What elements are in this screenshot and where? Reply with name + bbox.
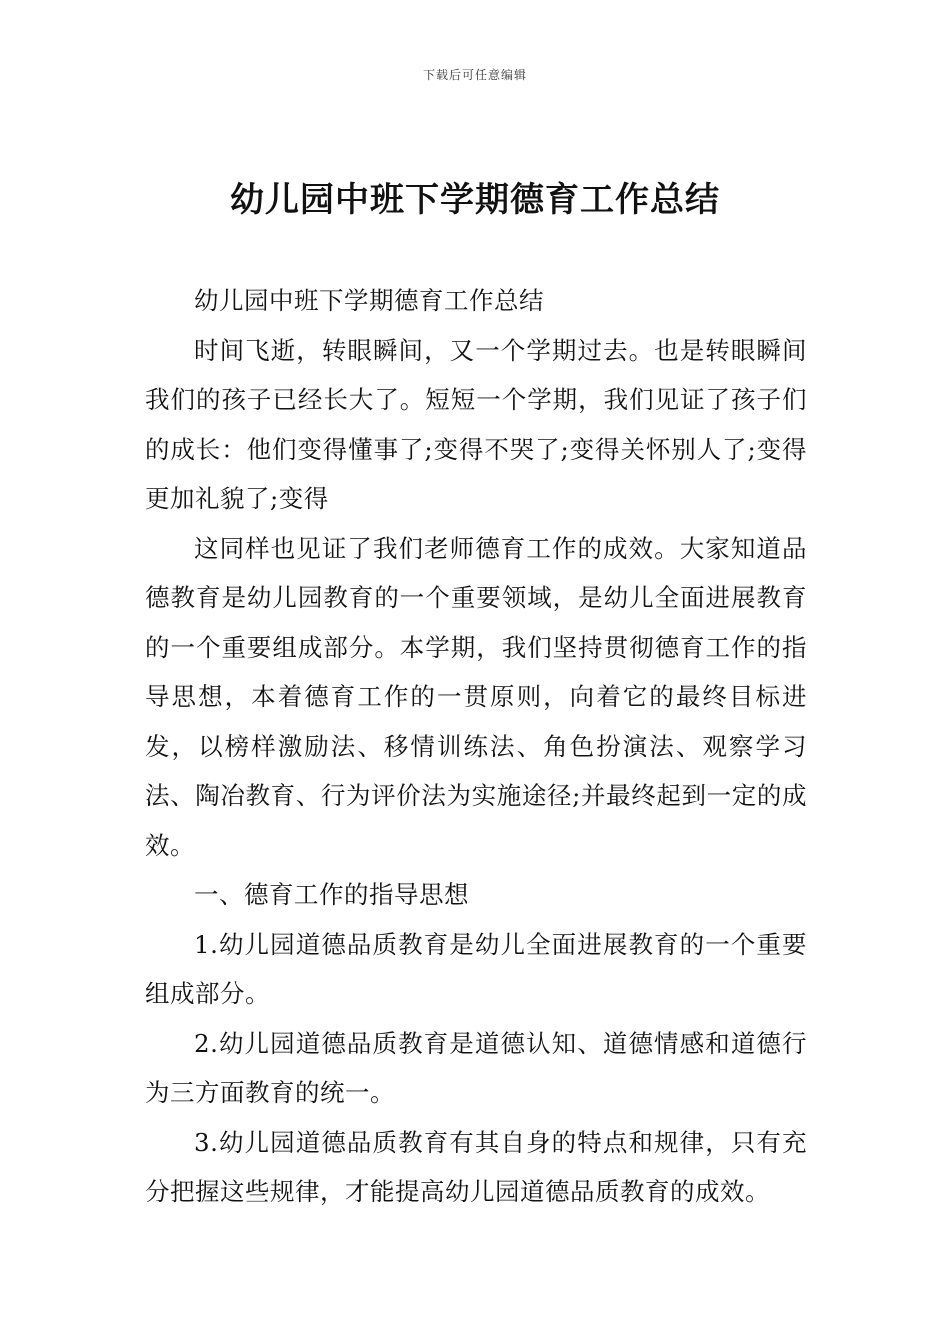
header-note: 下载后可任意编辑: [422, 68, 527, 82]
paragraph-intro: 时间飞逝，转眼瞬间，又一个学期过去。也是转眼瞬间我们的孩子已经长大了。短短一个学期，我们见证了孩子们的成长：他们变得懂事了;变得不哭了;变得关怀别人了;变得更加礼貌了;变得: [145, 335, 807, 513]
list-item: 3.幼儿园道德品质教育有其自身的特点和规律，只有充分把握这些规律，才能提高幼儿园道德品质教育的成效。: [145, 1127, 807, 1206]
paragraph-effect: 这同样也见证了我们老师德育工作的成效。大家知道品德教育是幼儿园教育的一个重要领域，是幼儿全面进展教育的一个重要组成部分。本学期，我们坚持贯彻德育工作的指导思想，本着德育工作的一贯原则，向着它的最终目标进发，以榜样激励法、移情训练法、角色扮演法、观察学习法、陶冶教育、行为评价法为实施途径;并最终起到一定的成效。: [145, 533, 807, 860]
list-item: 2.幼儿园道德品质教育是道德认知、道德情感和道德行为三方面教育的统一。: [145, 1028, 807, 1107]
document-title: 幼儿园中班下学期德育工作总结: [230, 180, 720, 220]
section-heading: 一、德育工作的指导思想: [194, 880, 469, 909]
paragraph-subtitle: 幼儿园中班下学期德育工作总结: [194, 286, 544, 315]
document-body: [145, 276, 807, 1217]
list-item: 1.幼儿园道德品质教育是幼儿全面进展教育的一个重要组成部分。: [145, 929, 807, 1008]
